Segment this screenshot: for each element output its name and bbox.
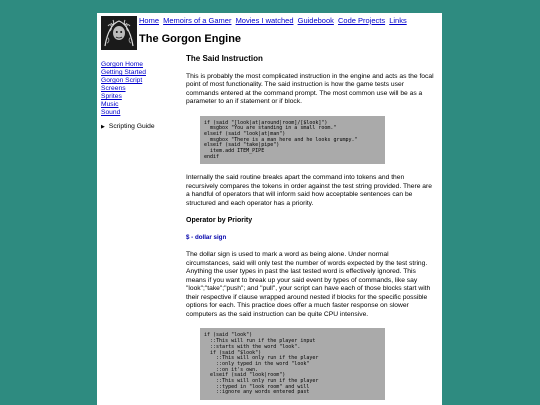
nav-code-projects-link[interactable]: Code Projects <box>337 16 386 25</box>
code-example-2: if (said "look") ::This will run if the player input ::starts with the word "look". if (said "$look") ::This will only run if the player ::only typed in the word "look" ::on it's own. elseif (said "look|room") ::This will only run if the player ::typed in "look room" and will ::ignore any words entered past <box>200 328 385 400</box>
dollar-paragraph: The dollar sign is used to mark a word as being alone. Under normal circumstances, said will only test the number of words expected by the test string. Anything the user types in past the last tested word is effectively ignored. This means if you want to break up your said event by types of commands, like say "look";"take";"push"; and "pull", your script can have each of those blocks start with their respective if clause wrapped around nested if blocks for the specific possible options for each. This practice does offer a much faster response on slower computers as the said instruction can be quite CPU intensive. <box>186 251 431 318</box>
nav-memoirs-link[interactable]: Memoirs of a Gamer <box>163 16 232 25</box>
sidebar <box>101 61 181 130</box>
top-navigation <box>139 16 409 25</box>
triangle-right-icon: ▶ <box>101 123 105 130</box>
page-heading: The Said Instruction <box>186 54 263 63</box>
sidebar-item-music[interactable]: Music <box>101 101 119 108</box>
nav-links-link[interactable]: Links <box>389 16 407 25</box>
site-title: The Gorgon Engine <box>139 33 242 45</box>
main-content <box>186 55 434 405</box>
sidebar-item-gorgon-script[interactable]: Gorgon Script <box>101 77 143 84</box>
sidebar-item-getting-started[interactable]: Getting Started <box>101 69 146 76</box>
sidebar-item-screens[interactable]: Screens <box>101 85 126 92</box>
tokens-paragraph: Internally the said routine breaks apart the command into tokens and then recursively compares the tokens in order against the test string provided. There are a handful of operators that will inform said how acceptable sentences can be structured and each operator has a priority. <box>186 174 432 207</box>
nav-movies-link[interactable]: Movies I watched <box>235 16 294 25</box>
nav-home-link[interactable]: Home <box>139 16 160 25</box>
scripting-guide-label: Scripting Guide <box>108 123 155 130</box>
sidebar-item-sprites[interactable]: Sprites <box>101 93 122 100</box>
intro-paragraph: This is probably the most complicated instruction in the engine and acts as the focal point of most functionality. The said instruction is how the game tests user commands entered at the command prompt. The most common use will be as a parameter to an if statement or if block. <box>186 72 434 105</box>
gorgon-logo <box>101 16 137 50</box>
sidebar-item-gorgon-home[interactable]: Gorgon Home <box>101 61 144 68</box>
nav-guidebook-link[interactable]: Guidebook <box>297 16 334 25</box>
operator-heading: Operator by Priority <box>186 217 253 225</box>
code-example-1: if (said "[look|at|around|room]/[$look]") msgbox "You are standing in a small room." elseif (said "look|at|man") msgbox "There is a man here and he looks grumpy." elseif (said "take|pipe") item.add ITEM_PIPE endif <box>200 116 385 165</box>
dollar-operator-label: $ - dollar sign <box>186 233 227 241</box>
header <box>97 13 442 55</box>
content-page <box>97 13 442 405</box>
scripting-guide-toggle[interactable] <box>101 123 181 130</box>
sidebar-item-sound[interactable]: Sound <box>101 109 121 116</box>
